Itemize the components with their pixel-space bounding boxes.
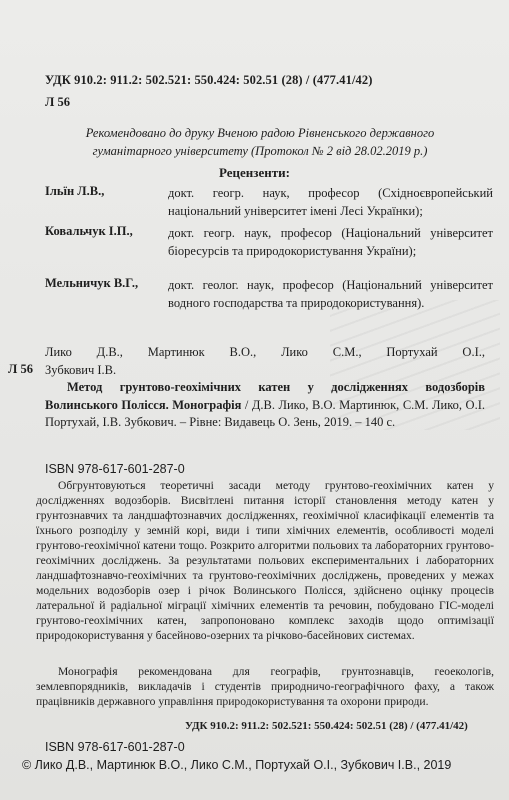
reviewer-name: Мельничук В.Г., <box>45 276 139 290</box>
biblio-authors-line: Лико Д.В., Мартинюк В.О., Лико С.М., Портухай О.І., <box>45 345 485 359</box>
reviewer-description: докт. геогр. наук, професор (Східноєвропейський національний університет імені Лесі Українки); <box>168 186 493 218</box>
udk-code-top: УДК 910.2: 911.2: 502.521: 550.424: 502.51 (28) / (477.41/42) <box>45 73 373 87</box>
reviewer-description: докт. геогр. наук, професор (Національний університет біоресурсів та природокористування України); <box>168 226 493 258</box>
udk-code-bottom: УДК 910.2: 911.2: 502.521: 550.424: 502.51 (28) / (477.41/42) <box>185 720 468 732</box>
abstract-paragraph: Обгрунтовуються теоретичні засади методу грунтово-геохімічних катен у дослідженнях водозборів. Висвітлені питання історії становлення методу катен у грунтознавчих та ландшафтознавчих дослідженнях, геохімічної класифікації елементів та їхнього розподілу у земній корі, види і типи хімічних елементів, особливості моделі грунтово-геохімічної катени тощо. Розкрито алгоритми польових та лабораторних грунтово-геохімічних досліджень. За результатами польових експериментальних і лабораторних ландшафтознавчо-геохімічних та грунтово-геохімічних досліджень, проведених у межах модельних водозборів озер і річок Волинського Полісся, здійснено оцінку процесів латеральної й радіальної міграції хімічних елементів та речовин, побудовано ГІС-моделі грунтово-геохімічних катен, запропоновано комплекс заходів щодо оптимізації природокористування у басейново-озерних та річково-басейнових системах. <box>36 479 494 642</box>
isbn-bottom: ISBN 978-617-601-287-0 <box>45 740 185 754</box>
reviewer-name: Ковальчук І.П., <box>45 224 133 238</box>
recommendation-note: Рекомендовано до друку Вченою радою Рівненського державного гуманітарного університету (Протокол № 2 від 28.02.2019 р.) <box>85 126 435 158</box>
bibliographic-record <box>45 344 485 432</box>
copyright-line: © Лико Д.В., Мартинюк В.О., Лико С.М., Портухай О.І., Зубкович І.В., 2019 <box>22 758 452 772</box>
audience-paragraph: Монографія рекомендована для географів, грунтознавців, геоекологів, землевпорядників, викладачів і студентів природничо-географічного фаху, а також працівників державного управління природокористування та охорони природи. <box>36 665 494 708</box>
reviewer-name: Ільїн Л.В., <box>45 184 105 198</box>
book-title: Метод грунтово-геохімічних катен у дослідженнях водозборів Волинського Полісся. Монографія <box>45 380 485 412</box>
reviewers-heading: Рецензенти: <box>219 165 290 180</box>
reviewer-description: докт. геолог. наук, професор (Національний університет водного господарства та природокористування). <box>168 278 493 310</box>
biblio-responsibility: / Д.В. Лико, В.О. Мартинюк, С.М. Лико, О.І. Портухай, І.В. Зубкович. – Рівне: Видавець О. Зень, 2019. – 140 с. <box>45 397 485 429</box>
biblio-description <box>45 379 485 432</box>
isbn-top: ISBN 978-617-601-287-0 <box>45 462 185 476</box>
library-code-top: Л 56 <box>45 95 70 109</box>
library-code-margin: Л 56 <box>8 362 33 376</box>
biblio-authors-line: Зубкович І.В. <box>45 362 117 377</box>
